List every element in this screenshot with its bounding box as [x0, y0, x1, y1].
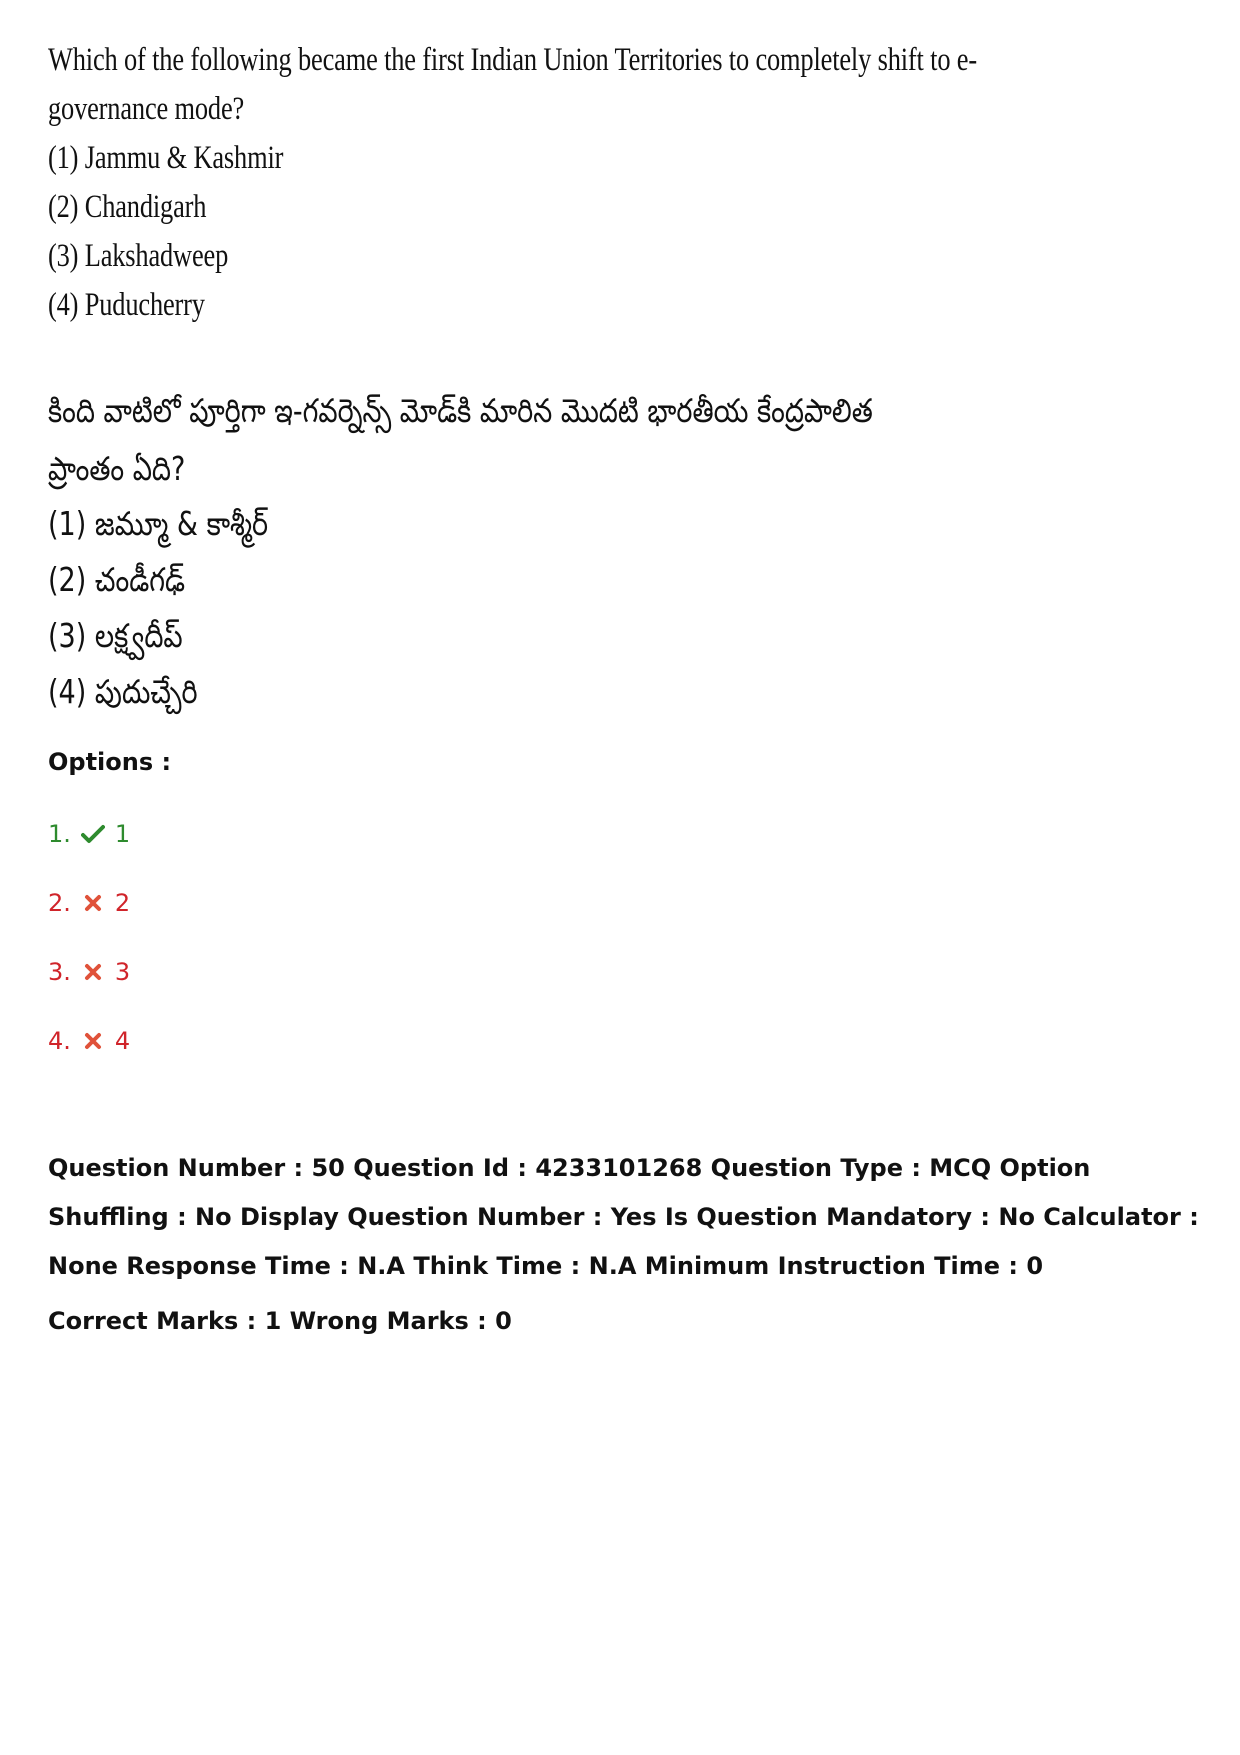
- question-text-line-2: governance mode?: [48, 91, 245, 127]
- cross-icon: [81, 960, 105, 984]
- option-3: [48, 958, 130, 986]
- option-1: [48, 820, 130, 848]
- option-value: 4: [114, 1027, 131, 1055]
- telugu-choice-2: (2) చండీగఢ్: [48, 560, 186, 599]
- question-text-line-1: Which of the following became the first Indian Union Territories to completely shift to e-: [48, 42, 978, 78]
- telugu-text-line-1: కింది వాటిలో పూర్తిగా ఇ-గవర్నెన్స్ మోడ్‌కి మారిన మొదటి భారతీయ కేంద్రపాలిత: [48, 391, 873, 430]
- question-meta-info: Question Number : 50 Question Id : 4233101268 Question Type : MCQ Option Shuffling : No Display Question Number : Yes Is Question Mandatory : No Calculator : None Response Time : N.A Think Time : N.A Minimum Instruction Time : 0: [48, 1154, 1199, 1280]
- option-value: 3: [114, 958, 131, 986]
- cross-icon: [81, 891, 105, 915]
- option-value: 2: [114, 889, 131, 917]
- question-choice-1: (1) Jammu & Kashmir: [48, 140, 284, 176]
- question-choice-2: (2) Chandigarh: [48, 189, 207, 225]
- question-marks: Correct Marks : 1 Wrong Marks : 0: [48, 1307, 512, 1335]
- question-choice-3: (3) Lakshadweep: [48, 238, 229, 274]
- question-telugu: [48, 380, 948, 720]
- telugu-choice-1: (1) జమ్మూ & కాశ్మీర్: [48, 504, 269, 543]
- option-number: 4.: [48, 1027, 71, 1055]
- option-number: 3.: [48, 958, 71, 986]
- cross-icon: [81, 1029, 105, 1053]
- telugu-text-line-2: ప్రాంతం ఏది?: [48, 449, 186, 488]
- question-english: [48, 36, 978, 330]
- option-value: 1: [114, 820, 131, 848]
- telugu-choice-3: (3) లక్ష్వదీప్: [48, 616, 183, 655]
- question-choice-4: (4) Puducherry: [48, 287, 205, 323]
- telugu-choice-4: (4) పుదుచ్చేరి: [48, 672, 198, 711]
- options-heading: Options :: [48, 748, 172, 776]
- option-number: 2.: [48, 889, 71, 917]
- option-number: 1.: [48, 820, 71, 848]
- check-icon: [81, 822, 105, 846]
- option-4: [48, 1027, 130, 1055]
- option-2: [48, 889, 130, 917]
